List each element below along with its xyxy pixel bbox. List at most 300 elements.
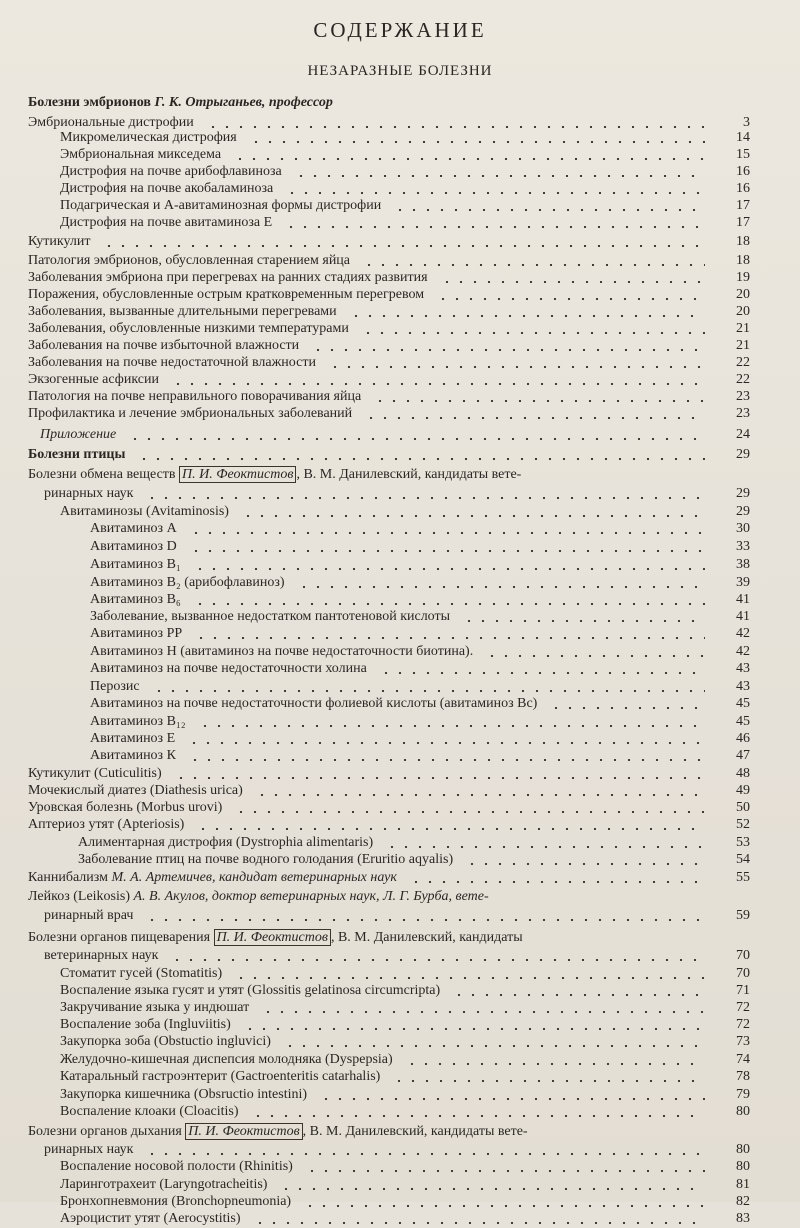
page-number: 72	[736, 1017, 750, 1032]
leader-dots	[137, 458, 705, 460]
toc-entry-text	[90, 557, 181, 573]
page-number: 43	[736, 661, 750, 676]
leader-dots	[285, 192, 705, 194]
page-number: 29	[736, 486, 750, 501]
entry-title: Болезни эмбрионов	[28, 95, 151, 110]
entry-title: Перозис	[90, 679, 140, 694]
toc-entry	[0, 661, 800, 678]
page-number: 16	[736, 164, 750, 179]
leader-dots	[253, 1222, 705, 1224]
toc-entry-text	[90, 521, 177, 537]
leader-dots	[465, 863, 705, 865]
toc-entry	[0, 1211, 800, 1228]
leader-dots	[379, 672, 705, 674]
toc-entry-text	[28, 321, 349, 337]
toc-entry	[0, 1087, 800, 1104]
leader-dots	[193, 603, 705, 605]
entry-title: Заболевания эмбриона при перегревах на ранних стадиях развития	[28, 270, 428, 285]
toc-entry	[0, 215, 800, 232]
entry-author: А. В. Акулов, доктор ветеринарных наук, Л. Г. Бурба, вете-	[130, 889, 489, 904]
entry-author: , В. М. Данилевский, кандидаты вете-	[296, 467, 522, 482]
page-number: 82	[736, 1194, 750, 1209]
entry-title: Профилактика и лечение эмбриональных заболеваний	[28, 406, 353, 421]
page-number: 71	[736, 983, 750, 998]
deceased-author-box: П. И. Феоктистов	[214, 929, 331, 946]
toc-entry	[0, 253, 800, 270]
leader-dots	[349, 315, 705, 317]
entry-title: Стоматит гусей (Stomatitis)	[60, 966, 223, 981]
entry-title: Каннибализм	[28, 870, 108, 885]
page-number: 14	[736, 130, 750, 145]
entry-title: Подагрическая и А-авитаминозная формы дистрофии	[60, 198, 382, 213]
entry-title: Дистрофия на почве арибофлавиноза	[60, 164, 282, 179]
leader-dots	[174, 777, 705, 779]
toc-entry-text	[60, 1177, 267, 1193]
toc-entry	[0, 355, 800, 372]
leader-dots	[243, 1028, 705, 1030]
leader-dots	[294, 175, 705, 177]
page-number: 83	[736, 1211, 750, 1226]
entry-title: Патология эмбрионов, обусловленная старением яйца	[28, 253, 351, 268]
toc-entry	[0, 389, 800, 406]
toc-entry	[0, 1159, 800, 1176]
toc-entry-text	[60, 1159, 293, 1175]
entry-title: Дистрофия на почве авитаминоза Е	[60, 215, 273, 230]
toc-entry	[0, 930, 800, 947]
leader-dots	[249, 141, 705, 143]
page-number: 55	[736, 870, 750, 885]
toc-entry-text	[28, 338, 299, 354]
toc-entry	[0, 575, 800, 592]
toc-entry-text	[28, 355, 316, 371]
toc-entry	[0, 714, 800, 731]
page-number: 39	[736, 575, 750, 590]
entry-title: Авитаминоз B₆	[90, 592, 181, 607]
page-number: 43	[736, 679, 750, 694]
entry-title: Авитаминоз B₁₂	[90, 714, 186, 729]
entry-title: Болезни органов пищеварения	[28, 930, 211, 945]
toc-entry-text	[28, 270, 428, 286]
entry-title: Авитаминоз на почве недостаточности холина	[90, 661, 367, 676]
toc-entry	[0, 609, 800, 626]
page-number: 73	[736, 1034, 750, 1049]
toc-entry-text	[60, 983, 440, 999]
page-number: 15	[736, 147, 750, 162]
leader-dots	[255, 794, 705, 796]
toc-entry-text	[60, 181, 273, 197]
toc-entry	[0, 1124, 800, 1141]
toc-entry-text	[60, 1104, 239, 1120]
toc-entry	[0, 1177, 800, 1194]
page-number: 20	[736, 287, 750, 302]
page-number: 29	[736, 504, 750, 519]
toc-entry	[0, 504, 800, 521]
page-number: 46	[736, 731, 750, 746]
leader-dots	[234, 977, 705, 979]
entry-title: Воспаление носовой полости (Rhinitis)	[60, 1159, 293, 1174]
entry-title: Заболевания, вызванные длительными перегревами	[28, 304, 337, 319]
toc-entry-text	[60, 1052, 393, 1068]
toc-entry	[0, 835, 800, 852]
leader-dots	[549, 707, 705, 709]
entry-title: Авитаминоз Е	[90, 731, 176, 746]
entry-title: Кутикулит (Cuticulitis)	[28, 766, 162, 781]
toc-entry	[0, 889, 800, 906]
page-number: 20	[736, 304, 750, 319]
toc-entry	[0, 748, 800, 765]
toc-title: СОДЕРЖАНИЕ	[313, 18, 487, 42]
toc-entry	[0, 783, 800, 800]
toc-entry-text	[90, 731, 175, 747]
toc-entry	[0, 626, 800, 643]
page-number: 38	[736, 557, 750, 572]
entry-title: Бронхопневмония (Bronchopneumonia)	[60, 1194, 292, 1209]
page-number: 17	[736, 215, 750, 230]
entry-title: Аэроцистит утят (Aerocystitis)	[60, 1211, 241, 1226]
toc-entry	[0, 164, 800, 181]
page-number: 80	[736, 1142, 750, 1157]
toc-entry-text	[90, 696, 537, 712]
page-number: 23	[736, 406, 750, 421]
leader-dots	[145, 497, 705, 499]
page-number: 22	[736, 355, 750, 370]
leader-dots	[303, 1205, 705, 1207]
entry-title: ветеринарных наук	[44, 948, 159, 963]
entry-title: ринарных наук	[44, 1142, 134, 1157]
leader-dots	[193, 568, 705, 570]
toc-entry-text	[40, 427, 116, 443]
page-number: 47	[736, 748, 750, 763]
page-number: 70	[736, 966, 750, 981]
page-number: 18	[736, 234, 750, 249]
toc-entry-text	[28, 447, 125, 463]
leader-dots	[170, 959, 705, 961]
toc-entry	[0, 870, 800, 887]
toc-entry-text	[28, 766, 162, 782]
page-number: 16	[736, 181, 750, 196]
toc-entry-text	[28, 1124, 528, 1140]
page-number: 53	[736, 835, 750, 850]
toc-entry	[0, 1194, 800, 1211]
leader-dots	[241, 515, 705, 517]
leader-dots	[206, 126, 705, 128]
entry-title: Болезни обмена веществ	[28, 467, 176, 482]
entry-title: Авитаминоз PP	[90, 626, 183, 641]
toc-entry-text	[90, 748, 176, 764]
entry-title: Поражения, обусловленные острым кратковременным перегревом	[28, 287, 425, 302]
toc-entry-text	[60, 164, 282, 180]
toc-entry-text	[90, 575, 285, 591]
leader-dots	[196, 828, 705, 830]
toc-entry	[0, 592, 800, 609]
entry-title: Дистрофия на почве акобаламиноза	[60, 181, 274, 196]
leader-dots	[279, 1188, 705, 1190]
toc-entry-text	[28, 389, 361, 405]
leader-dots	[361, 332, 705, 334]
page-number: 49	[736, 783, 750, 798]
entry-title: Авитаминоз B₂ (арибофлавиноз)	[90, 575, 285, 590]
toc-entry-text	[28, 800, 222, 816]
leader-dots	[145, 1153, 705, 1155]
entry-title: Аптериоз утят (Apteriosis)	[28, 817, 185, 832]
leader-dots	[189, 532, 705, 534]
leader-dots	[198, 725, 705, 727]
leader-dots	[373, 400, 705, 402]
leader-dots	[251, 1115, 705, 1117]
toc-entry-text	[60, 1211, 241, 1227]
toc-entry	[0, 486, 800, 503]
entry-title: Авитаминоз на почве недостаточности фолиевой кислоты (авитаминоз Bc)	[90, 696, 538, 711]
toc-entry-text	[28, 304, 337, 320]
entry-title: Авитаминоз А	[90, 521, 177, 536]
toc-entry-text	[28, 234, 90, 250]
entry-title: Уровская болезнь (Morbus urovi)	[28, 800, 223, 815]
toc-entry	[0, 95, 800, 112]
page-number: 70	[736, 948, 750, 963]
toc-entry-text	[90, 609, 450, 625]
toc-entry	[0, 1052, 800, 1069]
entry-author: М. А. Артемичев, кандидат ветеринарных наук	[107, 870, 397, 885]
toc-entry-text	[28, 95, 333, 111]
toc-entry-text	[90, 679, 140, 695]
entry-title: Экзогенные асфиксии	[28, 372, 159, 387]
entry-author: , В. М. Данилевский, кандидаты вете-	[302, 1124, 528, 1139]
leader-dots	[362, 264, 705, 266]
page-number: 42	[736, 626, 750, 641]
toc-entry	[0, 948, 800, 965]
entry-title: Заболевание птиц на почве водного голодания (Eruritio aqyalis)	[78, 852, 454, 867]
page-number: 22	[736, 372, 750, 387]
section-heading: НЕЗАРАЗНЫЕ БОЛЕЗНИ	[307, 63, 493, 79]
toc-entry-text	[44, 486, 133, 502]
toc-entry	[0, 270, 800, 287]
entry-title: Лейкоз (Leikosis)	[28, 889, 130, 904]
toc-entry-text	[60, 1000, 249, 1016]
leader-dots	[102, 245, 705, 247]
leader-dots	[194, 637, 705, 639]
page-number: 81	[736, 1177, 750, 1192]
entry-title: Катаральный гастроэнтерит (Gactroenteritis catarhalis)	[60, 1069, 381, 1084]
page-number: 79	[736, 1087, 750, 1102]
entry-title: Болезни птицы	[28, 447, 126, 462]
leader-dots	[152, 690, 705, 692]
entry-title: ринарных наук	[44, 486, 134, 501]
leader-dots	[364, 417, 705, 419]
leader-dots	[187, 742, 705, 744]
toc-entry-text	[60, 130, 237, 146]
page-number: 17	[736, 198, 750, 213]
page-number: 54	[736, 852, 750, 867]
toc-entry-text	[44, 948, 158, 964]
toc-entry-text	[28, 115, 194, 131]
toc-entry	[0, 287, 800, 304]
toc-entry	[0, 447, 800, 464]
page-number: 33	[736, 539, 750, 554]
toc-entry-text	[28, 467, 521, 483]
entry-title: Патология на почве неправильного поворачивания яйца	[28, 389, 362, 404]
entry-title: Воспаление клоаки (Cloacitis)	[60, 1104, 239, 1119]
toc-entry	[0, 467, 800, 484]
toc-entry	[0, 372, 800, 389]
leader-dots	[436, 298, 705, 300]
toc-entry	[0, 1069, 800, 1086]
toc-entry	[0, 1104, 800, 1121]
page-number: 3	[743, 115, 750, 130]
toc-entry	[0, 817, 800, 834]
toc-entry	[0, 234, 800, 251]
toc-entry-text	[78, 852, 453, 868]
entry-title: Кутикулит	[28, 234, 91, 249]
page-number: 24	[736, 427, 750, 442]
toc-entry-text	[90, 714, 186, 730]
leader-dots	[392, 1080, 705, 1082]
page-number: 74	[736, 1052, 750, 1067]
entry-author: Г. К. Отрыганьев, профессор	[151, 95, 333, 110]
leader-dots	[305, 1170, 705, 1172]
toc-entry-text	[60, 966, 222, 982]
entry-title: Заболевания на почве избыточной влажности	[28, 338, 300, 353]
toc-entry-text	[28, 406, 352, 422]
toc-entry-text	[60, 198, 381, 214]
page-number: 41	[736, 609, 750, 624]
leader-dots	[311, 349, 705, 351]
toc-entry	[0, 147, 800, 164]
toc-entry	[0, 198, 800, 215]
toc-entry-text	[28, 817, 184, 833]
deceased-author-box: П. И. Феоктистов	[179, 466, 296, 483]
page-number: 48	[736, 766, 750, 781]
leader-dots	[440, 281, 705, 283]
toc-entry-text	[90, 592, 181, 608]
toc-entry	[0, 679, 800, 696]
page-number: 72	[736, 1000, 750, 1015]
page-number: 78	[736, 1069, 750, 1084]
toc-entry	[0, 966, 800, 983]
toc-entry	[0, 1000, 800, 1017]
toc-entry	[0, 1017, 800, 1034]
entry-title: Заболевания на почве недостаточной влажности	[28, 355, 316, 370]
page-number: 42	[736, 644, 750, 659]
page-number: 18	[736, 253, 750, 268]
leader-dots	[188, 759, 705, 761]
leader-dots	[319, 1098, 705, 1100]
entry-title: Воспаление зоба (Ingluviitis)	[60, 1017, 231, 1032]
page-number: 80	[736, 1104, 750, 1119]
page-number: 50	[736, 800, 750, 815]
toc-entry-text	[90, 661, 367, 677]
toc-entry-text	[28, 253, 350, 269]
entry-title: Эмбриональные дистрофии	[28, 115, 194, 130]
page-number: 21	[736, 338, 750, 353]
toc-entry-text	[28, 930, 523, 946]
toc-entry-text	[90, 539, 177, 555]
entry-title: Заболевание, вызванное недостатком пантотеновой кислоты	[90, 609, 451, 624]
leader-dots	[409, 881, 705, 883]
entry-title: Желудочно-кишечная диспепсия молодняка (Dyspepsia)	[60, 1052, 393, 1067]
leader-dots	[261, 1011, 705, 1013]
deceased-author-box: П. И. Феоктистов	[185, 1123, 302, 1140]
toc-entry	[0, 800, 800, 817]
entry-title: Авитаминозы (Avitaminosis)	[60, 504, 229, 519]
page-number: 52	[736, 817, 750, 832]
toc-entry-text	[60, 1087, 307, 1103]
toc-entry-text	[60, 1194, 291, 1210]
toc-entry	[0, 427, 800, 444]
toc-entry-text	[28, 889, 489, 905]
toc-entry	[0, 731, 800, 748]
entry-title: Закупорка зоба (Obstuctio ingluvici)	[60, 1034, 271, 1049]
toc-entry-text	[78, 835, 373, 851]
entry-title: Микромелическая дистрофия	[60, 130, 237, 145]
toc-entry-text	[44, 908, 133, 924]
page-number: 30	[736, 521, 750, 536]
toc-entry-text	[28, 783, 243, 799]
toc-entry	[0, 539, 800, 556]
entry-title: Ларинготрахеит (Laryngotracheitis)	[60, 1177, 268, 1192]
leader-dots	[405, 1063, 705, 1065]
toc-entry	[0, 644, 800, 661]
toc-entry	[0, 766, 800, 783]
leader-dots	[284, 226, 705, 228]
toc-entry-text	[60, 1034, 271, 1050]
toc-entry	[0, 521, 800, 538]
toc-entry	[0, 696, 800, 713]
leader-dots	[385, 846, 705, 848]
entry-title: Закручивание языка у индюшат	[60, 1000, 250, 1015]
entry-title: Алиментарная дистрофия (Dystrophia alimentaris)	[78, 835, 374, 850]
page-number: 45	[736, 714, 750, 729]
toc-entry-text	[28, 870, 397, 886]
leader-dots	[393, 209, 705, 211]
page-number: 29	[736, 447, 750, 462]
page-number: 23	[736, 389, 750, 404]
leader-dots	[128, 438, 705, 440]
toc-entry-text	[60, 1017, 231, 1033]
leader-dots	[145, 919, 705, 921]
entry-title: Закупорка кишечника (Obsructio intestini)	[60, 1087, 308, 1102]
toc-entry-text	[44, 1142, 133, 1158]
entry-title: Авитаминоз Н (авитаминоз на почве недостаточности биотина).	[90, 644, 474, 659]
leader-dots	[189, 550, 705, 552]
toc-entry	[0, 983, 800, 1000]
toc-entry-text	[90, 644, 473, 660]
toc-entry	[0, 908, 800, 925]
entry-title: Болезни органов дыхания	[28, 1124, 182, 1139]
leader-dots	[452, 994, 705, 996]
page-number: 80	[736, 1159, 750, 1174]
entry-title: Авитаминоз B₁	[90, 557, 181, 572]
entry-title: Эмбриональная микседема	[60, 147, 222, 162]
entry-title: Заболевания, обусловленные низкими температурами	[28, 321, 349, 336]
entry-title: Авитаминоз D	[90, 539, 177, 554]
toc-entry	[0, 130, 800, 147]
toc-entry	[0, 181, 800, 198]
entry-title: Приложение	[40, 427, 117, 442]
toc-entry-text	[60, 215, 272, 231]
leader-dots	[171, 383, 705, 385]
toc-entry	[0, 321, 800, 338]
toc-entry	[0, 304, 800, 321]
toc-entry	[0, 338, 800, 355]
toc-entry-text	[60, 504, 229, 520]
toc-entry-text	[90, 626, 182, 642]
entry-author: , В. М. Данилевский, кандидаты	[330, 930, 523, 945]
page-number: 41	[736, 592, 750, 607]
leader-dots	[233, 158, 705, 160]
toc-entry-text	[60, 1069, 380, 1085]
page-number: 19	[736, 270, 750, 285]
leader-dots	[234, 811, 705, 813]
